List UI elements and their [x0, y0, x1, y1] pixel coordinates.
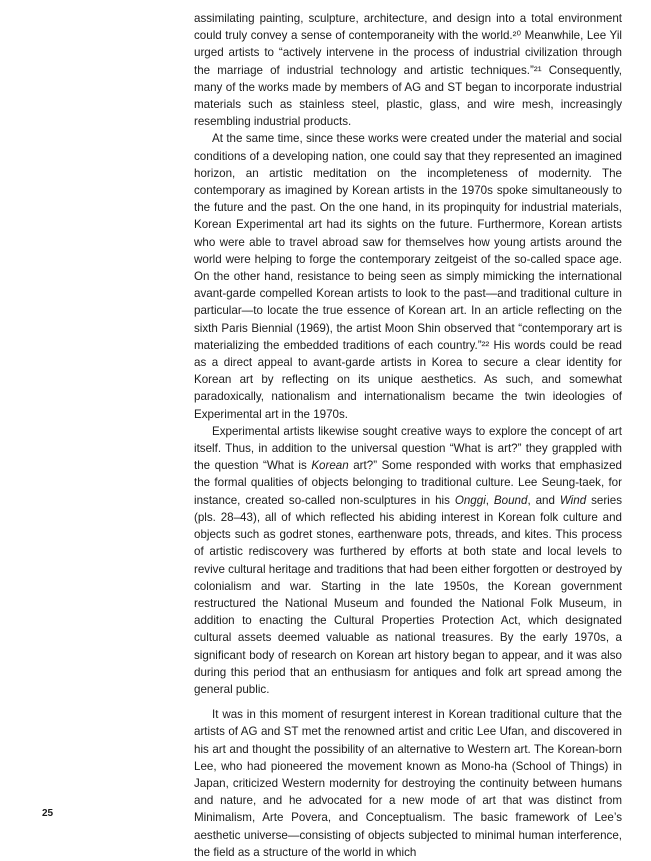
paragraph-what-is-korean-art — [194, 423, 622, 698]
italic-text-run: Onggi — [454, 493, 486, 507]
text-run: , and — [527, 493, 560, 507]
italic-text-run: Bound — [493, 493, 528, 507]
italic-text-run: Korean — [311, 459, 349, 473]
text-run: Experimental artists likewise sought creative ways to explore the concept of art itself. Thus, in addition to the universal question “What is art?” they grappled with the question “What is — [194, 424, 622, 473]
paragraph-lee-ufan: It was in this moment of resurgent interest in Korean traditional culture that the artists of AG and ST met the renowned artist and critic Lee Ufan, and discovered in his art and thought the possibility of an alternative to Western art. The Korean-born Lee, who had pioneered the movement known as Mono-ha (School of Things) in Japan, criticized Western modernity for destroying the continuity between humans and nature, and he advocated for a new mode of art that was distinct from Minimalism, Arte Povera, and Conceptualism. The basic framework of Lee’s aesthetic universe—consisting of objects subjected to minimal human interference, the field as a structure of the world in which — [194, 708, 622, 859]
text-run: art?” Some responded with works that emphasized the formal qualities of objects belonging to traditional culture. Lee Seung-taek, for instance, created so-called non-sculptures in his — [194, 459, 622, 507]
text-run: series (pls. 28–43), all of which reflected his abiding interest in Korean folk culture and objects such as godret stones, earthenware pots, threads, and kites. This process of artistic rediscovery was furthered by efforts at both state and local levels to revive cultural heritage and traditions that had been either forgotten or destroyed by colonialism and war. Starting in the late 1950s, the Korean government restructured the National Museum and founded the National Folk Museum, in addition to enacting the Cultural Properties Protection Act, which designated cultural assets deemed valuable as national treasures. By the early 1970s, a significant body of research on Korean art history began to appear, and it was also during this period that an enthusiasm for antiques and folk art spread among the general public. — [194, 493, 622, 696]
italic-text-run: Wind — [559, 493, 587, 507]
paragraph-spacer — [194, 698, 622, 706]
paragraph-imagined-horizon: At the same time, since these works were created under the material and social conditions of a developing nation, one could say that they represented an imagined horizon, an artistic meditation on the incompleteness of modernity. The contemporary as imagined by Korean artists in the 1970s spoke simultaneously to the future and the past. On the one hand, in its propinquity for industrial materials, Korean Experimental art had its sights on the future. Furthermore, Korean artists who were able to travel abroad saw for themselves how young artists around the world were helping to forge the contemporary zeitgeist of the so-called space age. On the other hand, resistance to being seen as simply mimicking the international avant-garde compelled Korean artists to look to the past—and traditional culture in particular—to locate the true essence of Korean art. In an article reflecting on the sixth Paris Biennial (1969), the artist Moon Shin observed that “contemporary art is materializing the embedded traditions of each country.”²² His words could be read as a direct appeal to avant-garde artists in Korea to secure a clear identity for Korean art by reflecting on its unique aesthetics. As such, and somewhat paradoxically, nationalism and internationalism became the twin ideologies of Experimental art in the 1970s. — [194, 132, 622, 421]
page-number: 25 — [42, 808, 54, 819]
paragraph-industrial-materials: assimilating painting, sculpture, architecture, and design into a total environment could truly convey a sense of contemporaneity with the world.²⁰ Meanwhile, Lee Yil urged artists to “actively intervene in the process of industrial civilization through the marriage of industrial technology and artistic techniques.”²¹ Consequently, many of the works made by members of AG and ST began to incorporate industrial materials such as stainless steel, plastic, glass, and wire mesh, increasingly resembling industrial products. — [194, 12, 622, 129]
body-text-column — [194, 10, 622, 861]
text-run: , — [485, 493, 494, 507]
